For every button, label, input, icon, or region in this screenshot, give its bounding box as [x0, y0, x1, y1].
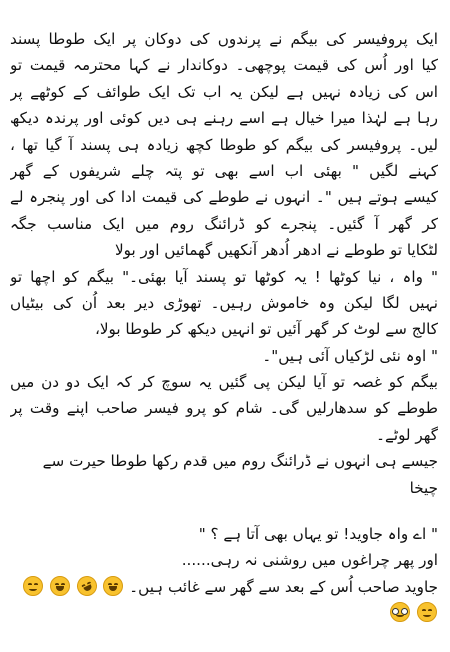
rolling-laughing-face-icon — [73, 574, 100, 599]
closing-quote: " اے واہ جاوید! تو یہاں بھی آتا ہے ؟ " — [198, 525, 438, 544]
grinning-sweat-face-icon — [50, 576, 70, 596]
text-line: رہا ہے لہٰذا میرا خیال ہے اسے رہنے ہی دیں کوئی اور پرندہ دیکھ — [10, 109, 438, 128]
text-line: کیسے ہوتے ہیں "۔ انہوں نے طوطے کی قیمت ادا کی اور پنجرہ لے — [10, 188, 438, 207]
text-line: کیا اور اُس کی قیمت پوچھی۔ دوکاندار نے کہا محترمہ قیمت تو — [10, 56, 438, 75]
text-line: چیخا — [409, 478, 438, 497]
emoji-row — [10, 600, 438, 626]
relieved-face-icon — [417, 602, 437, 622]
text-line: " واہ ، نیا کوٹھا ! یہ کوٹھا تو پسند آیا بھئی۔" بیگم کو اچھا تو — [10, 267, 438, 286]
text-line: جیسے ہی انہوں نے ڈرائنگ روم میں قدم رکھا طوطا حیرت سے — [42, 452, 438, 471]
glasses-face-icon — [390, 602, 410, 622]
text-line: نہیں لگا لیکن وہ خاموش رہیں۔ تھوڑی دیر بعد اُن کی بیٹیاں — [10, 293, 438, 312]
grinning-sweat-face-icon — [103, 576, 123, 596]
punchline-text: جاوید صاحب اُس کے بعد سے گھر سے غائب ہیں۔ — [129, 577, 438, 596]
spacer — [10, 501, 438, 521]
text-line: کر گھر آ گئیں۔ پنجرے کو ڈرائنگ روم میں ایک مناسب جگہ — [10, 214, 438, 233]
text-line: " اوہ نئی لڑکیاں آئی ہیں"۔ — [262, 346, 438, 365]
text-line: لیں۔ پروفیسر کی بیگم کو طوطا کچھ زیادہ ہی پسند آ گیا تھا ، — [10, 135, 438, 154]
text-line: ایک پروفیسر کی بیگم نے پرندوں کی دوکان پر ایک طوطا پسند — [10, 30, 438, 48]
closing-punchline — [10, 574, 438, 600]
text-line: اس کی زیادہ نہیں ہے لیکن یہ اب تک ایک طوائف کے کوٹھے پر — [10, 82, 438, 101]
text-line: کہنے لگیں " بھئی اب اسے بھی تو پتہ چلے شریفوں کے گھر — [10, 161, 438, 180]
text-line: طوطے کو سدھارلیں گی۔ شام کو پرو فیسر صاحب اپنے وقت پر — [10, 399, 438, 418]
text-line: بیگم کو غصہ تو آیا لیکن پی گئیں یہ سوچ کر کہ ایک دو دن میں — [10, 373, 438, 392]
text-line: گھر لوٹے۔ — [376, 425, 438, 444]
text-line: لٹکایا تو طوطے نے ادھر اُدھر آنکھیں گھمائیں اور بولا — [114, 241, 438, 260]
text-line: کالج سے لوٹ کر گھر آئیں تو انہیں دیکھ کر طوطا بولا، — [94, 320, 438, 339]
closing-line: اور پھر چراغوں میں روشنی نہ رہی...... — [181, 551, 438, 570]
wink-face-icon — [23, 576, 43, 596]
